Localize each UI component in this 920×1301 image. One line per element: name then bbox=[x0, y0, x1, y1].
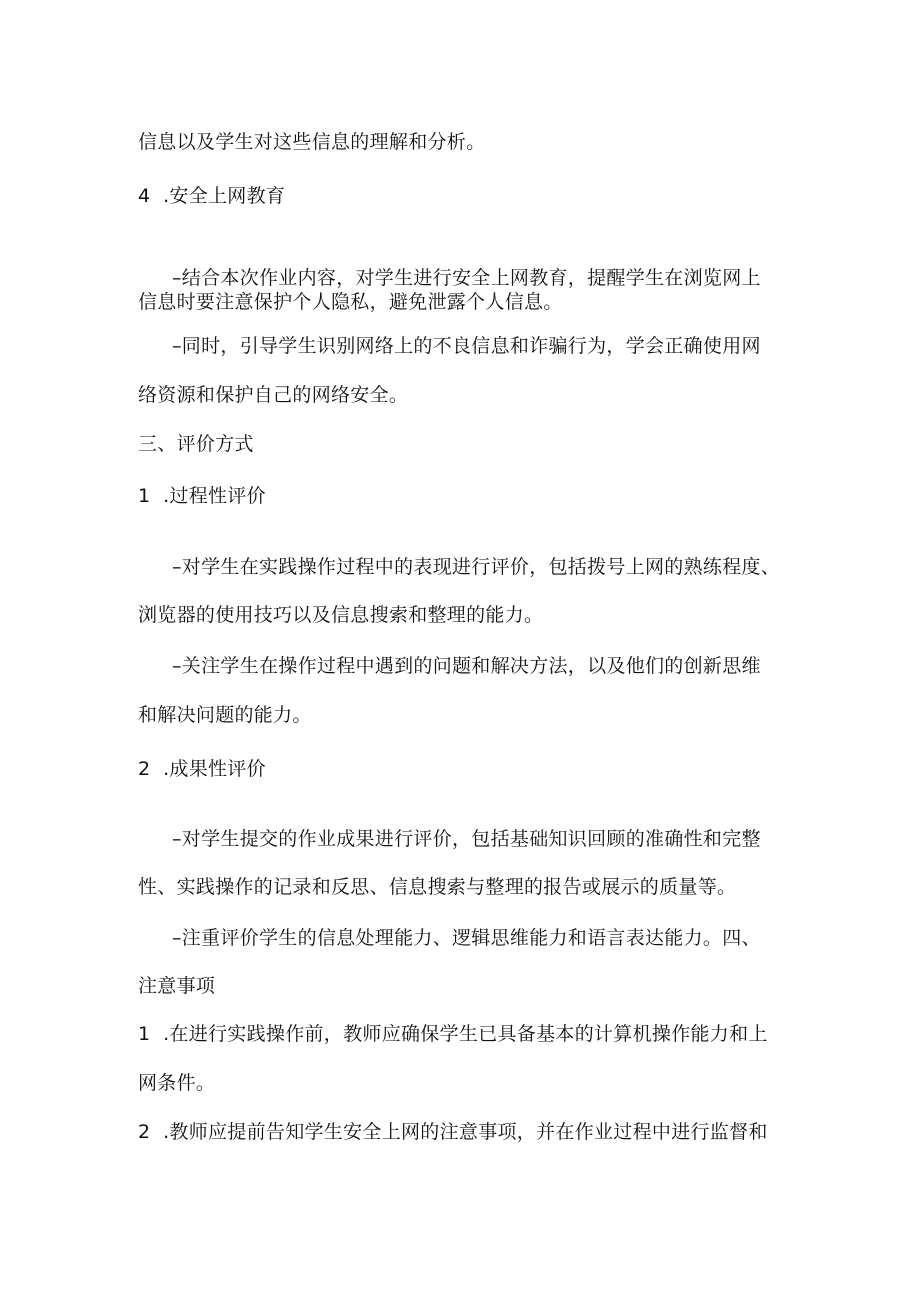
numbered-item: 1 .在进行实践操作前，教师应确保学生已具备基本的计算机操作能力和上 bbox=[138, 1023, 768, 1045]
paragraph-line: –注重评价学生的信息处理能力、逻辑思维能力和语言表达能力。四、 bbox=[172, 927, 761, 949]
paragraph-line: 信息以及学生对这些信息的理解和分析。 bbox=[138, 131, 486, 153]
paragraph-line: –关注学生在操作过程中遇到的问题和解决方法，以及他们的创新思维 bbox=[172, 655, 761, 677]
paragraph-line: 信息时要注意保护个人隐私，避免泄露个人信息。 bbox=[138, 291, 563, 313]
paragraph-line: 络资源和保护自己的网络安全。 bbox=[138, 384, 409, 406]
paragraph-line: 浏览器的使用技巧以及信息搜索和整理的能力。 bbox=[138, 604, 544, 626]
paragraph-line: 和解决问题的能力。 bbox=[138, 704, 312, 726]
section-heading: 1 .过程性评价 bbox=[138, 485, 266, 507]
paragraph-line: –对学生提交的作业成果进行评价，包括基础知识回顾的准确性和完整 bbox=[172, 828, 761, 850]
paragraph-line: 性、实践操作的记录和反思、信息搜索与整理的报告或展示的质量等。 bbox=[138, 876, 737, 898]
chapter-heading: 注意事项 bbox=[138, 975, 216, 997]
numbered-item-continuation: 网条件。 bbox=[138, 1072, 216, 1094]
paragraph-line: –对学生在实践操作过程中的表现进行评价，包括拨号上网的熟练程度、 bbox=[172, 556, 781, 578]
section-heading: 4 .安全上网教育 bbox=[138, 185, 286, 207]
numbered-item: 2 .教师应提前告知学生安全上网的注意事项，并在作业过程中进行监督和 bbox=[138, 1121, 768, 1143]
paragraph-line: –结合本次作业内容，对学生进行安全上网教育，提醒学生在浏览网上 bbox=[172, 267, 761, 289]
chapter-heading: 三、评价方式 bbox=[138, 433, 254, 455]
paragraph-line: –同时，引导学生识别网络上的不良信息和诈骗行为，学会正确使用网 bbox=[172, 335, 761, 357]
section-heading: 2 .成果性评价 bbox=[138, 758, 266, 780]
